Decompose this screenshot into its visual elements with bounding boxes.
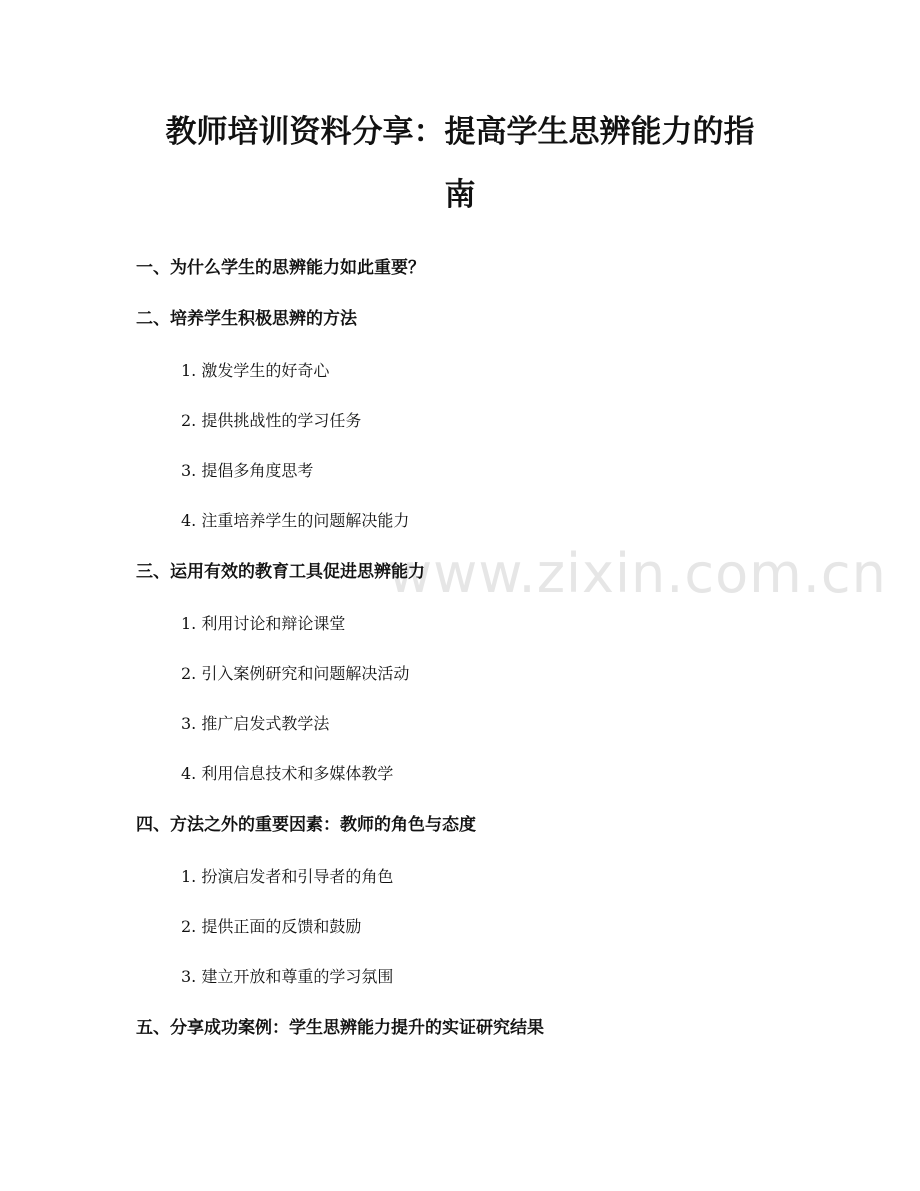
section-3-item-2: 2. 引入案例研究和问题解决活动 <box>181 664 410 683</box>
section-2-heading: 二、培养学生积极思辨的方法 <box>136 309 357 329</box>
section-5-heading: 五、分享成功案例：学生思辨能力提升的实证研究结果 <box>136 1018 544 1038</box>
section-3-item-4: 4. 利用信息技术和多媒体教学 <box>181 764 394 783</box>
section-2-item-3: 3. 提倡多角度思考 <box>181 461 314 480</box>
section-2-item-2: 2. 提供挑战性的学习任务 <box>181 411 362 430</box>
section-3-heading: 三、运用有效的教育工具促进思辨能力 <box>136 562 425 582</box>
section-4-heading: 四、方法之外的重要因素：教师的角色与态度 <box>136 815 476 835</box>
section-1-heading: 一、为什么学生的思辨能力如此重要？ <box>136 258 425 278</box>
section-4-item-3: 3. 建立开放和尊重的学习氛围 <box>181 967 394 986</box>
document-title-line-1: 教师培训资料分享：提高学生思辨能力的指 <box>165 114 755 150</box>
section-4-item-1: 1. 扮演启发者和引导者的角色 <box>181 867 394 886</box>
section-3-item-1: 1. 利用讨论和辩论课堂 <box>181 614 346 633</box>
section-4-item-2: 2. 提供正面的反馈和鼓励 <box>181 917 362 936</box>
section-3-item-3: 3. 推广启发式教学法 <box>181 714 330 733</box>
watermark: www.zixin.com.cn <box>388 542 887 605</box>
document-title-line-2: 南 <box>444 177 476 213</box>
section-2-item-4: 4. 注重培养学生的问题解决能力 <box>181 511 410 530</box>
section-2-item-1: 1. 激发学生的好奇心 <box>181 361 330 380</box>
